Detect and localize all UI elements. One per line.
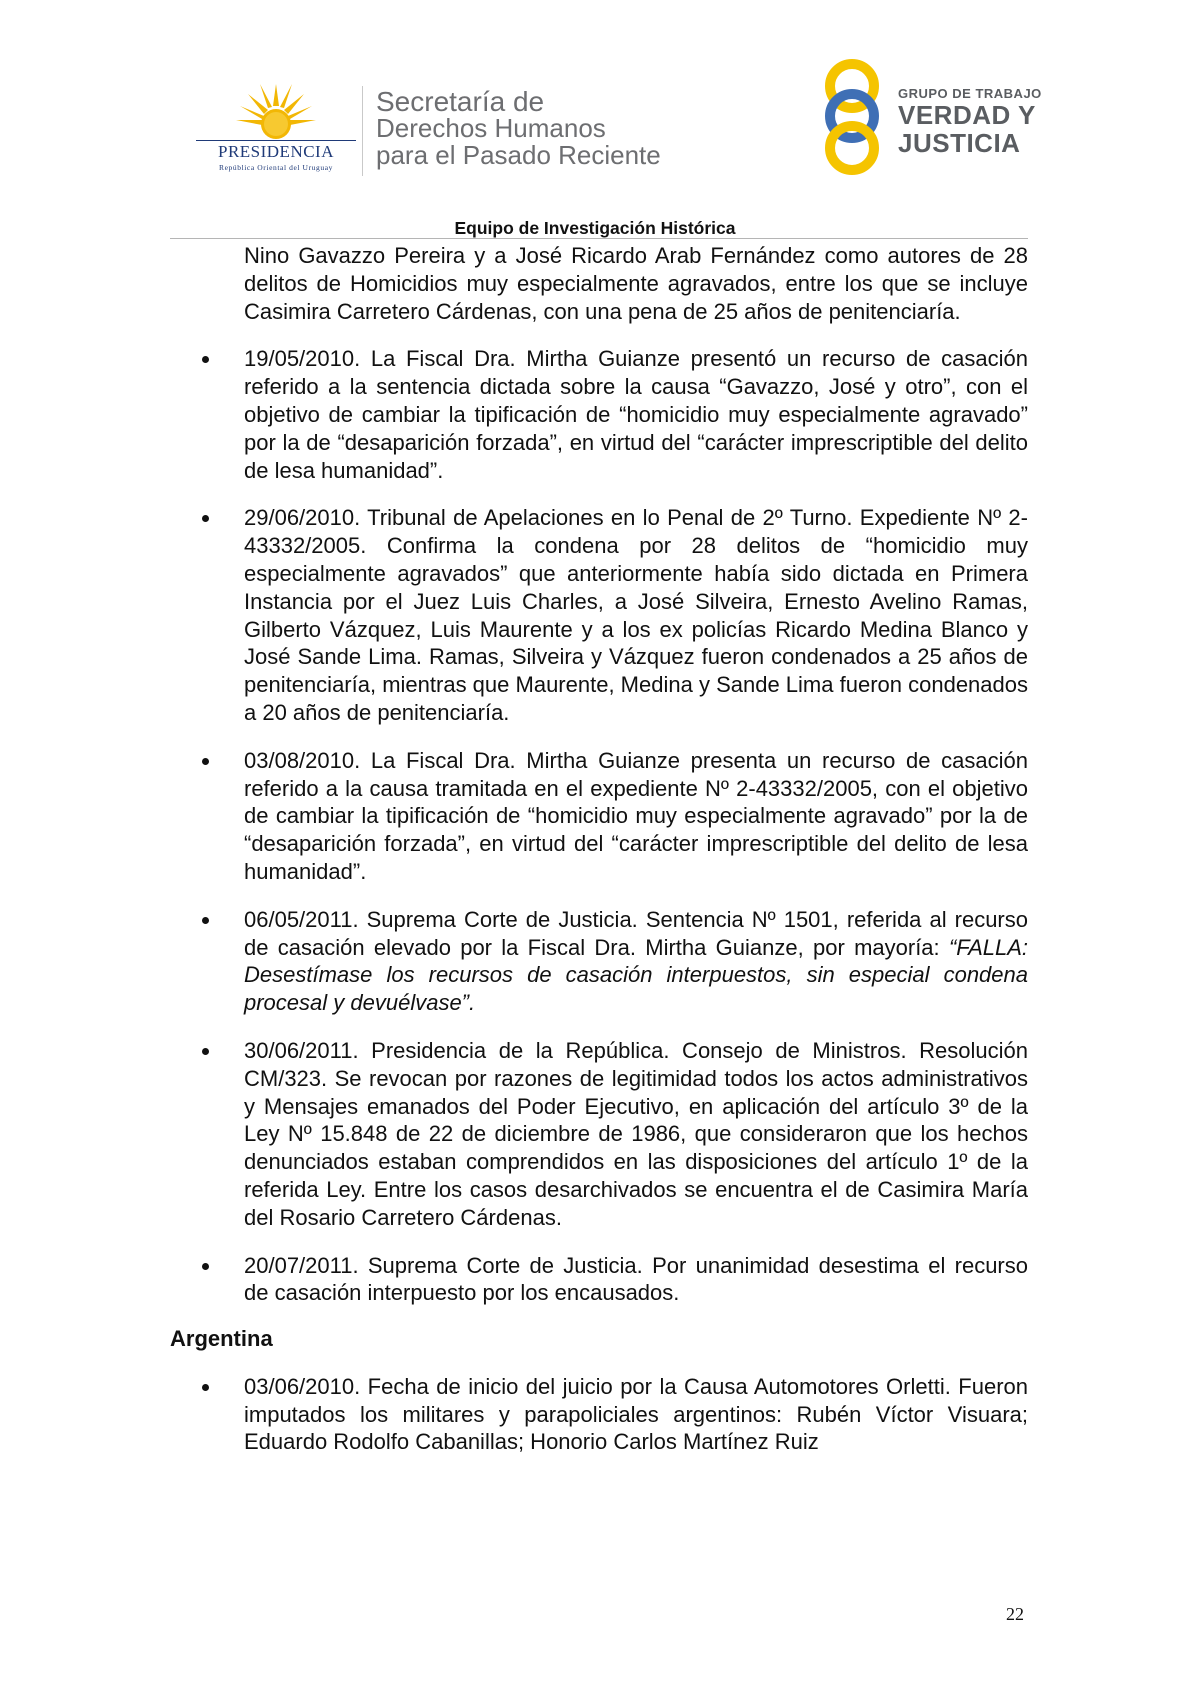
intro-paragraph: Nino Gavazzo Pereira y a José Ricardo Arab Fernández como autores de 28 delitos de Homicidios muy especialmente agravados, entre los que se incluye Casimira Carretero Cárdenas, con una pena de 25 años de penitenciaría. xyxy=(244,243,1028,324)
grupo-line-3: JUSTICIA xyxy=(898,128,1021,158)
sun-emblem-icon xyxy=(234,80,318,142)
header-divider xyxy=(362,86,363,176)
list-item xyxy=(244,504,1028,726)
grupo-line-2: VERDAD Y xyxy=(898,100,1036,130)
list-item-text: 03/08/2010. La Fiscal Dra. Mirtha Guianze presenta un recurso de casación referido a la causa tramitada en el expediente Nº 2-43332/2005, con el objetivo de cambiar la tipificación de “homicidio muy especialmente agravado” por la de “desaparición forzada”, en virtud del “carácter imprescriptible del delito de lesa humanidad”. xyxy=(244,747,1028,884)
list-item xyxy=(244,906,1028,1017)
list-item-text: 29/06/2010. Tribunal de Apelaciones en lo Penal de 2º Turno. Expediente Nº 2-43332/2005. Confirma la condena por 28 delitos de “homicidio muy especialmente agravados” que anteriormente había sido dictada en Primera Instancia por el Juez Luis Charles, a José Silveira, Ernesto Avelino Ramas, Gilberto Vázquez, Luis Maurente y a los ex policías Ricardo Medina Blanco y José Sande Lima. Ramas, Silveira y Vázquez fueron condenados a 25 años de penitenciaría, mientras que Maurente, Medina y Sande Lima fueron condenados a 20 años de penitenciaría. xyxy=(244,505,1028,725)
list-item-text: 06/05/2011. Suprema Corte de Justicia. Sentencia Nº 1501, referida al recurso de casación elevado por la Fiscal Dra. Mirtha Guianze, por mayoría: xyxy=(244,906,1028,960)
list-item xyxy=(244,1252,1028,1308)
page-number: 22 xyxy=(1006,1604,1024,1624)
bullet-icon xyxy=(202,1048,209,1055)
list-item-text: 03/06/2010. Fecha de inicio del juicio por la Causa Automotores Orletti. Fueron imputados los militares y parapoliciales argentinos: Rubén Víctor Visuara; Eduardo Rodolfo Cabanillas; Honorio Carlos Martínez Ruiz xyxy=(244,1373,1028,1455)
grupo-line-1: GRUPO DE TRABAJO xyxy=(898,86,1042,101)
list-item xyxy=(244,747,1028,886)
presidencia-name: PRESIDENCIA xyxy=(217,142,334,161)
section-heading-argentina: Argentina xyxy=(170,1326,273,1352)
list-item xyxy=(244,345,1028,484)
bullet-icon xyxy=(202,917,209,924)
list-item xyxy=(244,1373,1028,1456)
bullet-icon xyxy=(202,758,209,765)
bullet-icon xyxy=(202,356,209,363)
presidencia-subtitle: República Oriental del Uruguay xyxy=(218,163,333,172)
list-item-text: 19/05/2010. La Fiscal Dra. Mirtha Guianze presentó un recurso de casación referido a la sentencia dictada sobre la causa “Gavazzo, José y otro”, con el objetivo de cambiar la tipificación de “homicidio muy especialmente agravado” por la de “desaparición forzada”, en virtud del “carácter imprescriptible del delito de lesa humanidad”. xyxy=(244,346,1028,483)
list-item-quote: “FALLA: Desestímase los recursos de casación interpuestos, sin especial condena procesal y devuélvase”. xyxy=(244,934,1028,1016)
presidencia-rule xyxy=(196,140,356,141)
secretaria-title xyxy=(376,88,661,169)
presidencia-logo xyxy=(196,80,356,172)
secretaria-line-2: Derechos Humanos xyxy=(376,113,606,143)
list-item-text: 20/07/2011. Suprema Corte de Justicia. Por unanimidad desestima el recurso de casación interpuesto por los encausados. xyxy=(244,1252,1028,1306)
bullet-icon xyxy=(202,1263,209,1270)
bullet-icon xyxy=(202,1384,209,1391)
grupo-verdad-justicia-text xyxy=(898,86,1042,157)
secretaria-line-3: para el Pasado Reciente xyxy=(376,140,661,170)
secretaria-line-1: Secretaría de xyxy=(376,86,545,117)
list-item-text: 30/06/2011. Presidencia de la República. Consejo de Ministros. Resolución CM/323. Se revocan por razones de legitimidad todos los actos administrativos y Mensajes emanados del Poder Ejecutivo, en aplicación del artículo 3º de la Ley Nº 15.848 de 22 de diciembre de 1986, que consideraron que los hechos denunciados estaban comprendidos en las disposiciones del artículo 1º de la referida Ley. Entre los casos desarchivados se encuentra el de Casimira María del Rosario Carretero Cárdenas. xyxy=(244,1037,1028,1230)
equipo-header: Equipo de Investigación Histórica xyxy=(454,218,736,238)
list-item xyxy=(244,1037,1028,1232)
bullet-icon xyxy=(202,515,209,522)
header-rule xyxy=(170,238,1028,239)
document-body xyxy=(170,242,1028,1476)
